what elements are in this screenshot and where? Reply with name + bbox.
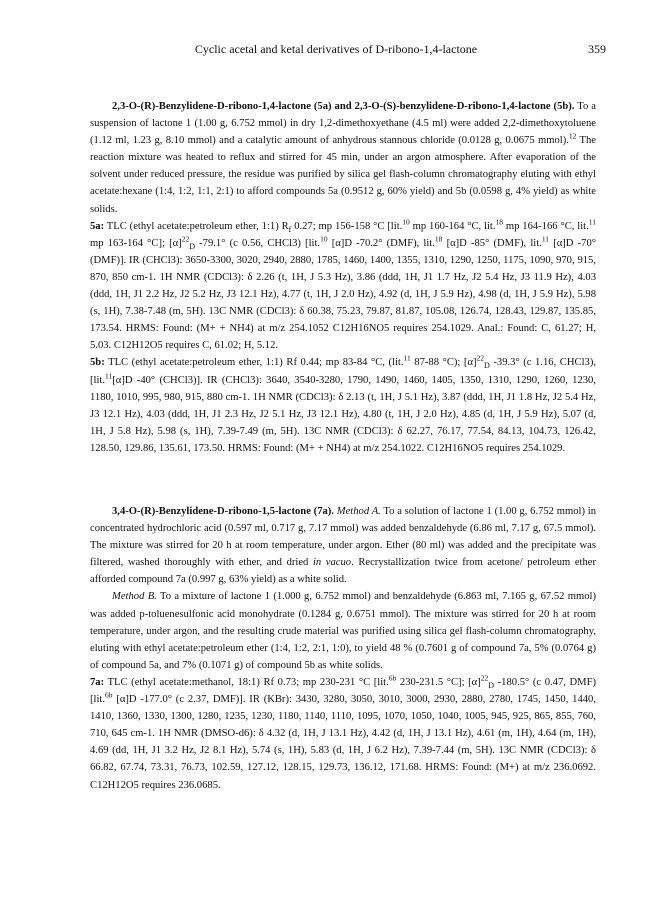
method-b-paragraph <box>90 588 596 673</box>
rotation-d-subscript: D <box>189 241 195 251</box>
compound-5b-text: 87-88 °C); [α] <box>410 357 477 369</box>
compound-5a-label: 5a: <box>90 220 105 232</box>
page-number: 359 <box>588 42 606 56</box>
reference-11: 11 <box>403 353 411 363</box>
compound-7a-text: -180.5° (c 0.47, DMF) [lit. <box>90 676 597 706</box>
reference-6b: 6b <box>105 690 113 700</box>
reference-6b: 6b <box>388 673 397 683</box>
section-7-title: 3,4-O-(R)-Benzylidene-D-ribono-1,5-lactone (7a). <box>112 506 334 517</box>
rotation-d-subscript: D <box>484 361 490 371</box>
method-a-paragraph <box>90 503 596 588</box>
running-title: Cyclic acetal and ketal derivatives of D-ribono-1,4-lactone <box>194 42 478 56</box>
rf-subscript: f <box>288 224 292 234</box>
compound-7a-spectral-data: [α]D -177.0° (c 2.37, DMF)]. IR (KBr): 3430, 3280, 3050, 3010, 3000, 2930, 2880, 2780, 1745, 1450, 1440, 1410, 1360, 1330, 1300, 1280, 1235, 1230, 1180, 1140, 1110, 1095, 1070, 1050, 1040, 1005, 945, 925, 865, 855, 760, 710, 645 cm-1. 1H NMR (DMSO-d6): δ 4.32 (d, 1H, J 13.1 Hz), 4.42 (d, 1H, J 13.1 Hz), 4.61 (m, 1H), 4.64 (m, 1H), 4.69 (dd, 1H, J1 3.2 Hz, J2 8.1 Hz), 5.74 (s, 1H), 5.83 (d, 1H, J 6.2 Hz), 7.39-7.44 (m, 5H). 13C NMR (CDCl3): δ 66.82, 67.74, 73.31, 76.73, 102.59, 127.12, 128.15, 129.73, 136.12, 171.68. HRMS: Found: (M+) at m/z 236.0692. C12H12O5 requires 236.0685. <box>90 694 596 791</box>
compound-5a-text: [α]D -70.2° (DMF), lit. <box>327 237 435 249</box>
method-a-label: Method A. <box>336 506 381 517</box>
section-7-experimental <box>90 503 596 794</box>
method-a-text: To a solution of lactone 1 (1.00 g, 6.752 mmol) in concentrated hydrochloric acid (0.597 ml, 0.717 g, 7.17 mmol) was added benzaldehyde (6.86 ml, 7.17 g, 67.5 mmol). The mixture was stirred for 20 h at room temperature, under argon. Ether (80 ml) was added and the precipitate was filtered, washed thoroughly with ether, and dried <box>90 506 597 569</box>
compound-5a-text: mp 164-166 °C, lit. <box>503 220 589 232</box>
reference-18: 18 <box>434 234 443 244</box>
compound-5b-text: TLC (ethyl acetate:petroleum ether, 1:1) Rf 0.44; mp 83-84 °C, (lit. <box>104 357 404 369</box>
compound-7a-label: 7a: <box>90 676 105 688</box>
section-5-title: 2,3-O-(R)-Benzylidene-D-ribono-1,4-lactone (5a) and 2,3-O-(S)-benzylidene-D-ribono-1,4-lactone (5b). <box>112 101 575 112</box>
rotation-temperature: 22 <box>476 353 485 363</box>
rotation-temperature: 22 <box>181 234 190 244</box>
reference-10: 10 <box>320 234 328 244</box>
method-b-label: Method B. <box>112 591 157 603</box>
rotation-d-subscript: D <box>488 681 495 691</box>
reference-11: 11 <box>541 234 550 244</box>
compound-5a-text: TLC (ethyl acetate:petroleum ether, 1:1) R <box>104 220 289 232</box>
running-head <box>0 42 672 58</box>
section-5-procedure-text: To a suspension of lactone 1 (1.00 g, 6.752 mmol) in dry 1,2-dimethoxyethane (4.5 ml) were added 2,2-dimethoxytoluene (1.12 ml, 1.23 g, 8.10 mmol) and a catalytic amount of anhydrous stannous chloride (0.0128 g, 0.0675 mmol). <box>90 101 596 147</box>
reference-10: 10 <box>402 217 410 227</box>
compound-5b-text: -39.3° (c 1.16, CHCl3), [lit. <box>90 357 596 386</box>
section-5-procedure-text-2: The reaction mixture was heated to reflux and stirred for 45 min, under an argon atmosphere. After evaporation of the solvent under reduced pressure, the residue was purified by silica gel flash-column chromatography eluting with ethyl acetate:hexane (1:4, 1:2, 1:1, 2:1) to afford compounds 5a (0.9512 g, 60% yield) and 5b (0.0598 g, 4% yield) as white solids. <box>90 135 596 215</box>
compound-7a-text: TLC (ethyl acetate:methanol, 18:1) Rf 0.73; mp 230-231 °C [lit. <box>104 676 389 688</box>
compound-5a-text: mp 163-164 °C]; [α] <box>90 237 182 249</box>
reference-11: 11 <box>105 370 113 380</box>
compound-5a-spectral-data: [α]D -70° (DMF)]. IR (CHCl3): 3650-3300, 3020, 2940, 2880, 1785, 1460, 1400, 1355, 1310, 1290, 1250, 1175, 1090, 970, 915, 870, 850 cm-1. 1H NMR (CDCl3): δ 2.26 (t, 1H, J 5.3 Hz), 3.86 (ddd, 1H, J1 1.7 Hz, J2 5.4 Hz, J3 11.9 Hz), 4.03 (ddd, 1H, J1 2.2 Hz, J2 5.2 Hz, J3 12.1 Hz), 4.77 (t, 1H, J 2.0 Hz), 4.92 (d, 1H, J 5.9 Hz), 4.98 (d, 1H, J 5.9 Hz), 5.98 (s, 1H), 7.38-7.48 (m, 5H). 13C NMR (CDCl3): δ 60.38, 75.23, 79.87, 81.87, 105.08, 126.74, 128.43, 129.87, 135.85, 173.54. HRMS: Found: (M+ + NH4) at m/z 254.1052 C12H16NO5 requires 254.1029. Anal.: Found: C, 61.27; H, 5.03. C12H12O5 requires C, 61.02; H, 5.12. <box>90 237 596 352</box>
compound-5a-data-paragraph <box>90 218 596 355</box>
section-5-procedure-paragraph <box>90 98 596 218</box>
compound-7a-text: 230-231.5 °C]; [α] <box>396 676 481 688</box>
rotation-temperature: 22 <box>480 673 489 683</box>
method-a-text-2: . Recrystallization twice from acetone/ petroleum ether afforded compound 7a (0.997 g, 63% yield) as a white solid. <box>90 557 596 586</box>
reference-18: 18 <box>495 217 504 227</box>
compound-5b-data-paragraph <box>90 354 596 457</box>
compound-5b-label: 5b: <box>90 357 105 369</box>
compound-5a-text: -79.1° (c 0.56, CHCl3) [lit. <box>194 237 321 249</box>
compound-5a-text: 0.27; mp 156-158 °C [lit. <box>291 220 403 232</box>
section-5-experimental <box>90 98 596 457</box>
in-vacuo-text: in vacuo <box>312 557 352 569</box>
reference-11: 11 <box>588 217 596 227</box>
compound-5a-text: [α]D -85° (DMF), lit. <box>442 237 542 249</box>
compound-5b-spectral-data: [α]D -40° (CHCl3)]. IR (CHCl3): 3640, 3540-3280, 1790, 1490, 1460, 1405, 1350, 1310, 1290, 1260, 1230, 1180, 1010, 995, 980, 915, 880 cm-1. 1H NMR (CDCl3): δ 2.13 (t, 1H, J 5.1 Hz), 3.87 (ddd, 1H, J1 1.8 Hz, J2 5.4 Hz, J3 12.1 Hz), 4.03 (ddd, 1H, J1 2.3 Hz, J2 5.1 Hz, J3 12.1 Hz), 4.80 (t, 1H, J 2.0 Hz), 4.85 (d, 1H, J 5.9 Hz), 5.07 (d, 1H, J 5.8 Hz), 5.98 (s, 1H), 7.39-7.49 (m, 5H). 13C NMR (CDCl3): δ 62.27, 76.17, 77.54, 84.13, 104.73, 126.42, 128.50, 129.86, 135.61, 173.50. HRMS: Found: (M+ + NH4) at m/z 254.1022. C12H16NO5 requires 254.1029. <box>90 374 596 454</box>
compound-7a-data-paragraph <box>90 674 596 794</box>
reference-12: 12 <box>568 131 577 141</box>
compound-5a-text: mp 160-164 °C, lit. <box>409 220 496 232</box>
method-b-text: To a mixture of lactone 1 (1.000 g, 6.752 mmol) and benzaldehyde (6.863 ml, 7.165 g, 67.52 mmol) was added p-toluenesulfonic acid monohydrate (0.1284 g, 0.6751 mmol). The mixture was stirred for 20 h at room temperature, under argon, and the resulting crude material was purified using silica gel flash-column chromatography, eluting with ethyl acetate:petroleum ether (1:4, 1:2, 2:1, 1:0), to yield 48 % (0.7601 g of compound 7a, 5% (0.0764 g) of compound 5a, and 7% (0.1071 g) of compound 5b as white solids. <box>90 591 596 671</box>
